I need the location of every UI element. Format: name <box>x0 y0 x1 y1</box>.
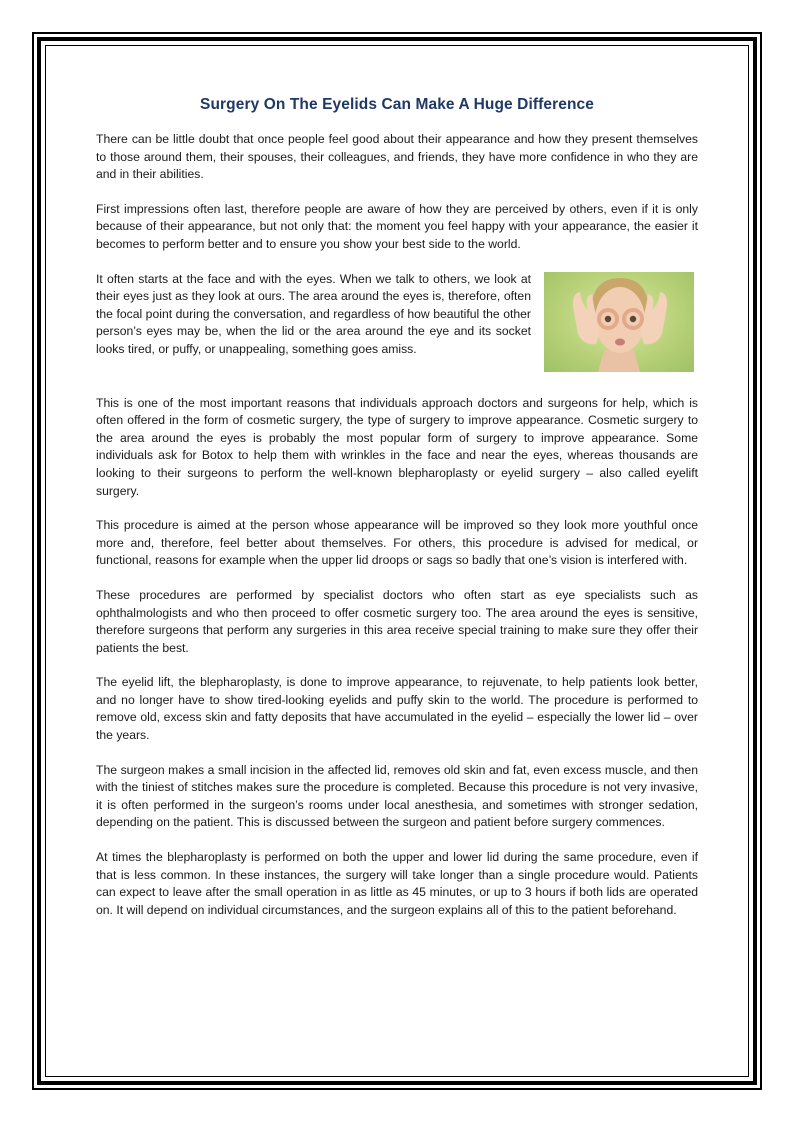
paragraph-5: This procedure is aimed at the person whose appearance will be improved so they look more youthful once more and, therefore, feel better about themselves. For others, this procedure is advised for medical, or functional, reasons for example when the upper lid droops or sags so badly that one’s vision is interfered with. <box>96 518 698 568</box>
paragraph-8: The surgeon makes a small incision in the affected lid, removes old skin and fat, even excess muscle, and then with the tiniest of stitches makes sure the procedure is completed. Because this procedure is not very invasive, it is often performed in the surgeon’s rooms under local anesthesia, and sometimes with stronger sedation, depending on the patient. This is discussed between the surgeon and patient before surgery commences. <box>96 762 698 830</box>
paragraph-1: There can be little doubt that once people feel good about their appearance and how they present themselves to those around them, their spouses, their colleagues, and friends, they have more confidence in who they are and in their abilities. <box>96 132 698 182</box>
paragraph-6: These procedures are performed by specialist doctors who often start as eye specialists such as ophthalmologists and who then proceed to offer cosmetic surgery too. The area around the eyes is sensitive, therefore surgeons that perform any surgeries in this area receive special training to make sure they offer their patients the best. <box>96 587 698 655</box>
paragraph-with-photo <box>96 271 698 378</box>
document-title: Surgery On The Eyelids Can Make A Huge Difference <box>200 96 594 113</box>
paragraph-2: First impressions often last, therefore people are aware of how they are perceived by others, even if it is only because of their appearance, but not only that: the moment you feel happy with your appearance, the easier it becomes to perform better and to ensure you show your best side to the world. <box>96 201 698 251</box>
paragraph-4: This is one of the most important reasons that individuals approach doctors and surgeons for help, which is often offered in the form of cosmetic surgery, the type of surgery to improve appearance. Cosmetic surgery to the area around the eyes is probably the most popular form of surgery to improve appearance. Some individuals ask for Botox to help them with wrinkles in the face and near the eyes, whereas thousands are looking to their surgeons to perform the well-known blepharoplasty or eyelid surgery – also called eyelift surgery. <box>96 395 698 498</box>
document-body <box>96 96 698 936</box>
paragraph-9: At times the blepharoplasty is performed on both the upper and lower lid during the same procedure, even if that is less common. In these instances, the surgery will take longer than a single procedure would. Patients can expect to leave after the small operation in as little as 45 minutes, or up to 3 hours if both lids are operated on. It will depend on individual circumstances, and the surgeon explains all of this to the patient beforehand. <box>96 850 698 917</box>
paragraph-7: The eyelid lift, the blepharoplasty, is done to improve appearance, to rejuvenate, to help patients look better, and no longer have to show tired-looking eyelids and puffy skin to the world. The procedure is performed to remove old, excess skin and fatty deposits that have accumulated in the eyelid – especially the lower lid – over the years. <box>96 675 698 743</box>
woman-eye-gesture-photo <box>544 272 694 372</box>
paragraph-3: It often starts at the face and with the eyes. When we talk to others, we look at their eyes just as they look at ours. The area around the eyes is, therefore, often the focal point during the conversation, and regardless of how beautiful the other person’s eyes may be, when the lid or the area around the eye and its socket looks tired, or puffy, or unappealing, something goes amiss. <box>96 271 531 356</box>
